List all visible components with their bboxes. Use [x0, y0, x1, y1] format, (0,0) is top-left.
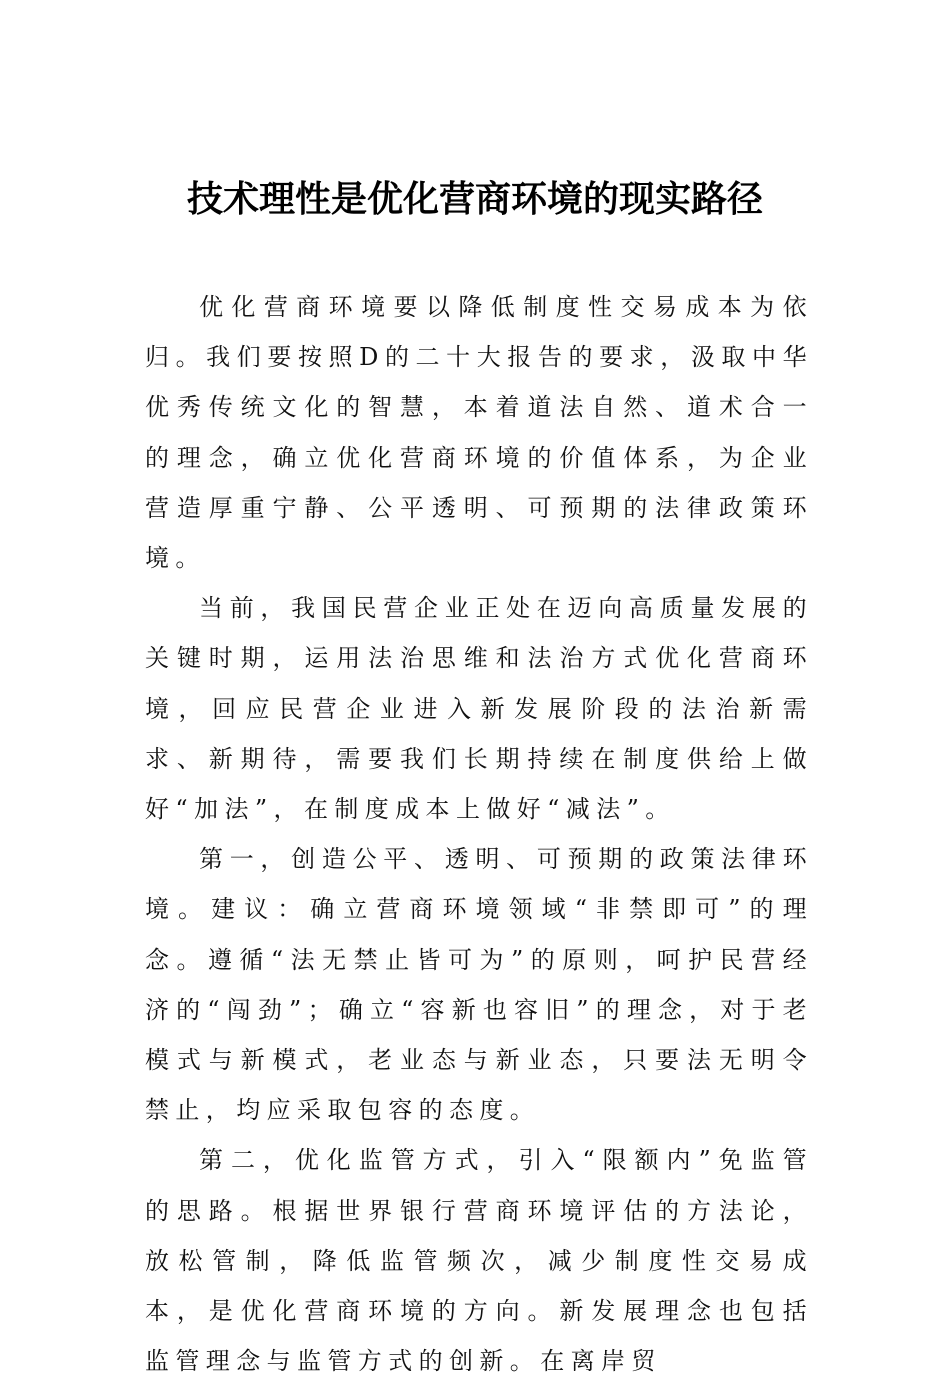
document-body	[145, 282, 813, 1386]
paragraph-2: 当前，我国民营企业正处在迈向高质量发展的关键时期，运用法治思维和法治方式优化营商环境，回应民营企业进入新发展阶段的法治新需求、新期待，需要我们长期持续在制度供给上做好“加法”，在制度成本上做好“减法”。	[145, 594, 813, 824]
paragraph-1: 优化营商环境要以降低制度性交易成本为依归。我们要按照D的二十大报告的要求，汲取中华优秀传统文化的智慧，本着道法自然、道术合一的理念，确立优化营商环境的价值体系，为企业营造厚重宁静、公平透明、可预期的法律政策环境。	[145, 293, 813, 573]
document-title: 技术理性是优化营商环境的现实路径	[186, 178, 763, 220]
paragraph-3: 第一，创造公平、透明、可预期的政策法律环境。建议：确立营商环境领域“非禁即可”的理念。遵循“法无禁止皆可为”的原则，呵护民营经济的“闯劲”；确立“容新也容旧”的理念，对于老模式与新模式，老业态与新业态，只要法无明令禁止，均应采取包容的态度。	[145, 845, 813, 1125]
paragraph-4: 第二，优化监管方式，引入“限额内”免监管的思路。根据世界银行营商环境评估的方法论，放松管制，降低监管频次，减少制度性交易成本，是优化营商环境的方向。新发展理念也包括监管理念与监管方式的创新。在离岸贸	[145, 1146, 813, 1376]
